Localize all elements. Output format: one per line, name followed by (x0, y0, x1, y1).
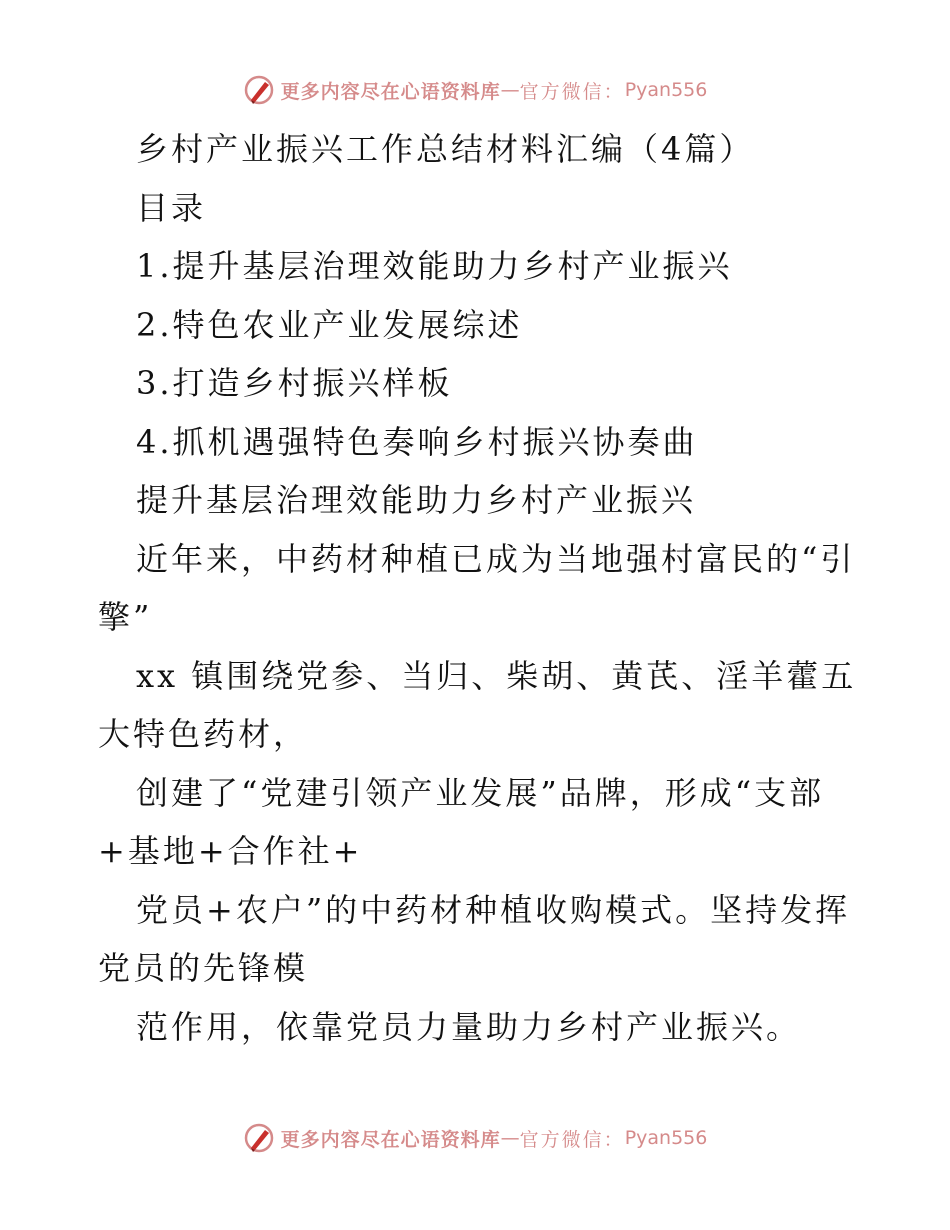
toc-heading: 目录 (136, 188, 207, 227)
body-line-8: 党员的先锋模 (98, 949, 309, 987)
watermark-main-text: 更多内容尽在心语资料库 (280, 80, 501, 103)
watermark-wechat-id: Pyan556 (624, 1127, 708, 1149)
watermark-separator: — (500, 1127, 520, 1149)
pen-logo-icon (243, 74, 275, 106)
toc-item-3: 3.打造乡村振兴样板 (136, 364, 453, 402)
toc-item-1: 1.提升基层治理效能助力乡村产业振兴 (136, 247, 733, 285)
toc-item-2: 2.特色农业产业发展综述 (136, 305, 523, 344)
watermark-banner-bottom (0, 1122, 950, 1154)
watermark-wechat-label: 官方微信： (519, 80, 625, 103)
watermark-separator: — (500, 79, 520, 101)
watermark-main-text: 更多内容尽在心语资料库 (280, 1128, 501, 1151)
toc-item-4: 4.抓机遇强特色奏响乡村振兴协奏曲 (136, 422, 698, 461)
pen-logo-icon (243, 1122, 275, 1154)
body-line-5: 创建了“党建引领产业发展”品牌，形成“支部 (136, 773, 825, 812)
document-body (98, 120, 858, 1056)
body-line-3: xx 镇围绕党参、当归、柴胡、黄芪、淫羊藿五 (136, 656, 857, 695)
watermark-wechat-id: Pyan556 (624, 79, 708, 101)
body-line-6: +基地+合作社+ (98, 832, 363, 870)
body-line-2: 擎” (98, 598, 153, 636)
body-line-9: 范作用，依靠党员力量助力乡村产业振兴。 (136, 1007, 802, 1046)
document-title: 乡村产业振兴工作总结材料汇编（4篇） (136, 130, 755, 168)
body-line-1: 近年来，中药材种植已成为当地强村富民的“引 (136, 539, 856, 578)
body-line-4: 大特色药材， (98, 715, 309, 753)
section-heading: 提升基层治理效能助力乡村产业振兴 (136, 481, 697, 519)
watermark-wechat-label: 官方微信： (519, 1128, 625, 1151)
watermark-banner-top (0, 74, 950, 106)
body-line-7: 党员+农户”的中药材种植收购模式。坚持发挥 (136, 890, 851, 929)
